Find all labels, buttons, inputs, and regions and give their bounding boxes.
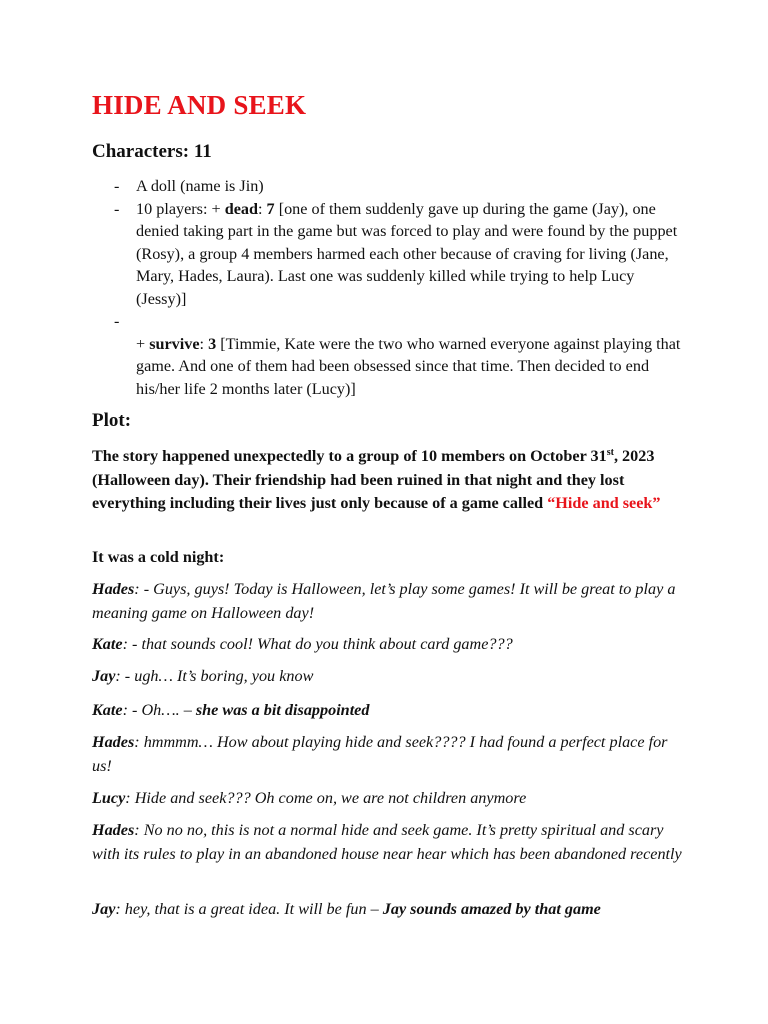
dialogue-line <box>92 819 682 866</box>
list-item-continuation <box>92 333 682 401</box>
list-dash: - <box>114 177 120 195</box>
intro-text: The story happened unexpectedly to a group of 10 members on October 31 <box>92 447 607 465</box>
dialogue-text: : hmmmm… How about playing hide and seek???? I had found a perfect place for us! <box>92 733 668 775</box>
dialogue-text: : - Oh…. – <box>122 701 196 719</box>
speaker-name: Hades <box>92 580 135 598</box>
dialogue-text: : Hide and seek??? Oh come on, we are not children anymore <box>125 789 527 807</box>
list-item-text: : <box>258 199 267 218</box>
intro-paragraph <box>92 445 682 516</box>
list-item-text: : <box>199 334 209 353</box>
dialogue-line <box>92 731 682 778</box>
speaker-name: Jay <box>92 667 116 685</box>
cold-night-line: It was a cold night: <box>92 548 225 566</box>
characters-heading: Characters: 11 <box>92 141 212 162</box>
ordinal-suffix: st <box>606 447 614 458</box>
survive-label: survive <box>149 334 200 353</box>
list-item <box>92 198 682 311</box>
dialogue-text: : hey, that is a great idea. It will be fun – <box>115 900 383 918</box>
dialogue-text: : - Guys, guys! Today is Halloween, let’s play some games! It will be great to play a meaning game on Halloween day! <box>92 580 676 622</box>
speaker-name: Hades <box>92 821 135 839</box>
dialogue-line <box>92 578 682 625</box>
list-item-text: [Timmie, Kate were the two who warned everyone against playing that game. And one of them had been obsessed since that time. Then decided to end his/her life 2 months later (Lucy)] <box>136 334 681 398</box>
list-item-text: 10 players: + <box>136 199 225 218</box>
speaker-name: Lucy <box>92 789 126 807</box>
dialogue-line <box>92 699 682 723</box>
dialogue-line <box>92 787 682 811</box>
list-item <box>92 310 682 333</box>
speaker-name: Kate <box>92 635 123 653</box>
stage-direction: Jay sounds amazed by that game <box>382 900 601 918</box>
speaker-name: Hades <box>92 733 135 751</box>
list-dash: - <box>114 312 120 330</box>
game-name: “Hide and seek” <box>547 494 661 512</box>
document-title: HIDE AND SEEK <box>92 90 307 120</box>
dialogue-line <box>92 665 682 689</box>
dialogue-text: : - that sounds cool! What do you think about card game??? <box>122 635 513 653</box>
dialogue-line <box>92 898 682 922</box>
list-item-text: A doll (name is Jin) <box>136 177 264 195</box>
dead-label: dead <box>224 199 258 218</box>
intro-text: , 2023 (Halloween day). Their friendship had been ruined in that night and they lost everything including their lives just only because of a game called <box>92 447 655 512</box>
list-item <box>92 175 682 198</box>
dialogue-line <box>92 633 682 657</box>
list-dash: - <box>114 199 120 218</box>
dialogue-text: : No no no, this is not a normal hide and seek game. It’s pretty spiritual and scary with its rules to play in an abandoned house near hear which has been abandoned recently <box>92 821 682 863</box>
speaker-name: Jay <box>92 900 116 918</box>
list-item-text: + <box>136 334 150 353</box>
list-item-empty <box>136 312 140 330</box>
plot-heading: Plot: <box>92 410 132 431</box>
list-item-text: [one of them suddenly gave up during the game (Jay), one denied taking part in the game but was forced to play and were found by the puppet (Rosy), a group 4 members harmed each other because of craving for living (Jane, Mary, Hades, Laura). Last one was suddenly killed while trying to help Lucy (Jessy)] <box>136 199 678 308</box>
character-list <box>92 175 682 400</box>
dialogue-text: : - ugh… It’s boring, you know <box>115 667 314 685</box>
survive-count: 3 <box>208 334 217 353</box>
speaker-name: Kate <box>92 701 123 719</box>
dead-count: 7 <box>266 199 275 218</box>
stage-direction: she was a bit disappointed <box>195 701 370 719</box>
